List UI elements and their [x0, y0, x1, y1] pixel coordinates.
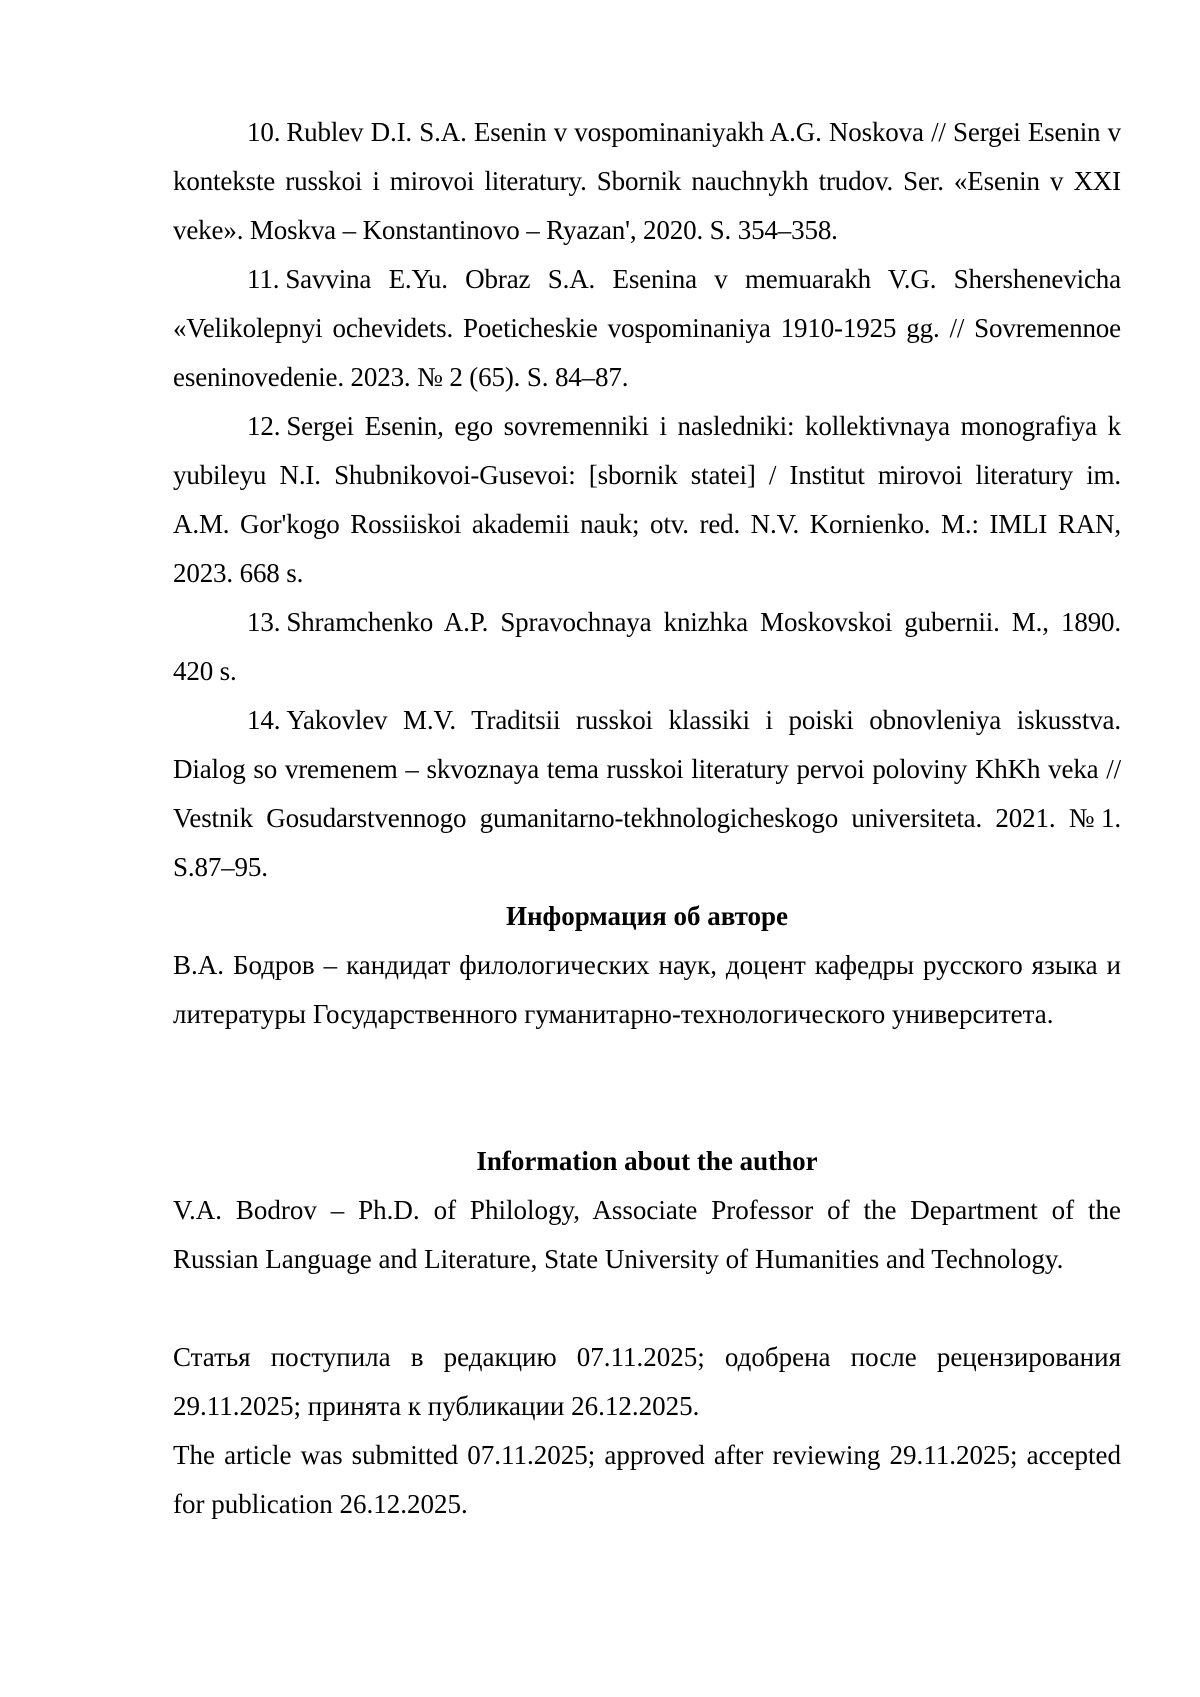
reference-item [173, 108, 1121, 255]
reference-item [173, 598, 1121, 696]
reference-item [173, 402, 1121, 598]
reference-item [173, 255, 1121, 402]
reference-item [173, 696, 1121, 892]
section-spacer [173, 1039, 1121, 1137]
reference-number: 12. [247, 411, 281, 441]
author-info-text-ru: В.А. Бодров – кандидат филологических наук, доцент кафедры русского языка и литературы Государственного гуманитарно-технологического университета. [173, 950, 1121, 1029]
reference-number: 14. [247, 705, 281, 735]
reference-list [173, 108, 1121, 892]
reference-number: 11. [247, 264, 280, 294]
article-dates-ru: Статья поступила в редакцию 07.11.2025; одобрена после рецензирования 29.11.2025; принята к публикации 26.12.2025. [173, 1342, 1121, 1421]
author-info-heading-ru: Информация об авторе [505, 901, 789, 931]
reference-text: Yakovlev M.V. Traditsii russkoi klassiki i poiski obnovleniya iskusstva. Dialog so vremenem – skvoznaya tema russkoi literatury pervoi poloviny KhKh veka // Vestnik Gosudarstvennogo gumanitarno-tekhnologicheskogo universiteta. 2021. №1. S.87–95. [173, 705, 1121, 882]
reference-text: Savvina E.Yu. Obraz S.A. Esenina v memuarakh V.G. Shershenevicha «Velikolepnyi ochevidets. Poeticheskie vospominaniya 1910-1925 gg. // Sovremennoe eseninovedenie. 2023. № 2 (65). S. 84–87. [173, 264, 1121, 392]
reference-text: Sergei Esenin, ego sovremenniki i nasledniki: kollektivnaya monografiya k yubileyu N.I. Shubnikovoi-Gusevoi: [sbornik statei] / Institut mirovoi literatury im. A.M. Gor'kogo Rossiiskoi akademii nauk; otv. red. N.V. Kornienko. M.: IMLI RAN, 2023. 668 s. [173, 411, 1121, 588]
author-info-text-en: V.A. Bodrov – Ph.D. of Philology, Associate Professor of the Department of the Russian Language and Literature, State University of Humanities and Technology. [173, 1195, 1121, 1274]
author-info-heading-en: Information about the author [476, 1146, 818, 1176]
reference-text: Rublev D.I. S.A. Esenin v vospominaniyakh A.G. Noskova // Sergei Esenin v kontekste russkoi i mirovoi literatury. Sbornik nauchnykh trudov. Ser. «Esenin v XXI veke». Moskva – Konstantinovo – Ryazan', 2020. S. 354–358. [173, 117, 1121, 245]
document-page [173, 108, 1121, 1529]
section-spacer [173, 1284, 1121, 1333]
reference-number: 13. [247, 607, 281, 637]
article-dates-en: The article was submitted 07.11.2025; approved after reviewing 29.11.2025; accepted for publication 26.12.2025. [173, 1440, 1121, 1519]
reference-number: 10. [247, 117, 281, 147]
reference-text: Shramchenko A.P. Spravochnaya knizhka Moskovskoi gubernii. M., 1890. 420 s. [173, 607, 1121, 686]
